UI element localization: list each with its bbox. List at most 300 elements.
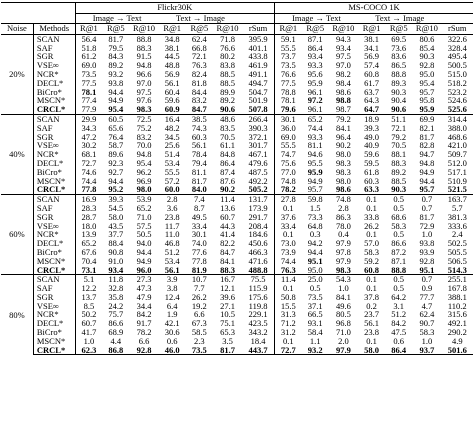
metric-value: 0.1 <box>366 203 377 213</box>
metric-value: 97.9 <box>335 239 351 248</box>
metric-value: 95.4 <box>419 78 435 88</box>
metric-value: 78.1 <box>275 96 302 105</box>
table-row <box>1 302 473 311</box>
metric-value: 83.8 <box>220 61 235 70</box>
table-row <box>1 346 473 355</box>
metric-value: 25.6 <box>164 141 180 151</box>
metric-value: 58.3 <box>391 221 407 231</box>
metric-value: 49.0 <box>364 132 380 142</box>
metric-value: 94.9 <box>419 167 435 177</box>
noise-level: 60% <box>1 195 33 275</box>
metric-value: 41.7 <box>75 328 102 337</box>
metric-value: 86.8 <box>102 346 129 355</box>
metric-value: 98.6 <box>335 87 351 97</box>
metric-value: 60.3 <box>364 176 380 186</box>
metric-value: 78.2 <box>136 328 152 337</box>
metric-value: 68.9 <box>108 328 124 337</box>
metric-value: 167.8 <box>447 284 467 293</box>
metric-value: 33.4 <box>275 222 302 231</box>
metric-value: 61.8 <box>364 167 380 177</box>
metric-value: 49.6 <box>335 301 351 311</box>
metric-value: 388.0 <box>447 123 467 133</box>
metric-value: 0.1 <box>275 230 302 239</box>
metric-header: R@1 <box>358 24 385 35</box>
metric-value: 1.0 <box>75 337 102 346</box>
metric-value: 19.2 <box>191 301 207 311</box>
metric-value: 11.8 <box>102 275 129 284</box>
metric-value: 95.4 <box>136 158 152 168</box>
method-name: BiCro* <box>33 248 75 257</box>
metric-value: 98.0 <box>335 150 351 159</box>
metric-header: R@5 <box>102 24 129 35</box>
metric-value: 381.3 <box>447 212 467 222</box>
table-row <box>1 266 473 275</box>
metric-value: 471.6 <box>248 256 268 266</box>
metric-value: 30.2 <box>75 141 102 150</box>
metric-value: 92.8 <box>419 256 435 266</box>
metric-value: 87.4 <box>220 167 235 177</box>
metric-value: 81.7 <box>419 212 435 222</box>
metric-value: 65.6 <box>108 123 124 133</box>
metric-value: 53.4 <box>164 256 180 266</box>
metric-value: 37.6 <box>275 213 302 222</box>
methods-header: Methods <box>33 24 75 35</box>
table-row <box>1 248 473 257</box>
metric-value: 86.6 <box>108 319 124 329</box>
metric-value: 521.5 <box>447 185 467 195</box>
metric-value: 58.0 <box>108 212 124 222</box>
metric-value: 60.9 <box>164 105 180 115</box>
metric-value: 77.5 <box>75 79 102 88</box>
metric-value: 79.2 <box>391 132 407 142</box>
table-row <box>1 319 473 328</box>
metric-value: 0.5 <box>309 284 321 293</box>
metric-value: 502.5 <box>447 239 467 248</box>
metric-value: 461.9 <box>248 61 268 70</box>
metric-value: 77.5 <box>275 79 302 88</box>
metric-value: 98.3 <box>136 105 152 115</box>
metric-value: 37.1 <box>307 301 323 311</box>
metric-value: 69.0 <box>75 61 102 70</box>
metric-value: 83.2 <box>136 132 152 142</box>
metric-value: 84.7 <box>191 105 207 115</box>
metric-value: 84.7 <box>220 247 235 257</box>
metric-value: 8.7 <box>194 203 205 213</box>
metric-value: 55.5 <box>275 141 302 150</box>
metric-value: 91.7 <box>136 319 152 329</box>
metric-value: 79.5 <box>108 43 124 53</box>
metric-value: 63.3 <box>364 185 380 195</box>
metric-value: 71.2 <box>275 319 302 328</box>
metric-value: 18.0 <box>75 222 102 231</box>
metric-value: 94.7 <box>419 150 435 159</box>
table-row <box>1 195 473 204</box>
metric-value: 92.8 <box>129 346 158 355</box>
method-name: DECL* <box>33 159 75 168</box>
metric-value: 84.4 <box>191 87 207 97</box>
noise-level: 20% <box>1 34 33 114</box>
method-name: SGR <box>33 133 75 142</box>
metric-value: 77.6 <box>191 247 207 257</box>
metric-value: 59.5 <box>364 158 380 168</box>
metric-value: 3.1 <box>393 301 405 311</box>
table-row <box>1 275 473 284</box>
method-name: VSE∞ <box>33 61 75 70</box>
metric-value: 90.2 <box>335 141 351 151</box>
metric-value: 51.2 <box>391 310 407 320</box>
method-name: DECL* <box>33 239 75 248</box>
metric-value: 495.4 <box>447 52 467 62</box>
method-name: NCR* <box>33 230 75 239</box>
metric-value: 88.3 <box>220 265 235 275</box>
metric-value: 74.7 <box>275 150 302 159</box>
metric-value: 390.3 <box>248 123 268 133</box>
metric-value: 58.3 <box>419 328 435 337</box>
metric-value: 505.5 <box>447 247 467 257</box>
metric-value: 501.9 <box>248 96 268 106</box>
metric-value: 64.8 <box>307 221 323 231</box>
metric-value: 88.1 <box>391 150 407 159</box>
metric-header: rSum <box>242 24 274 35</box>
metric-value: 487.5 <box>248 167 268 177</box>
method-name: DECL* <box>33 319 75 328</box>
metric-value: 5.1 <box>75 275 102 284</box>
metric-value: 34.1 <box>364 43 380 53</box>
table-row <box>1 52 473 61</box>
metric-value: 57.2 <box>164 176 180 186</box>
metric-value: 50.2 <box>75 310 102 319</box>
metric-value: 1.9 <box>166 310 178 320</box>
metric-value: 255.1 <box>442 275 473 284</box>
metric-value: 73.3 <box>307 212 323 222</box>
metric-value: 0.6 <box>393 336 405 346</box>
metric-value: 75.1 <box>220 319 235 329</box>
metric-value: 61.7 <box>364 78 380 88</box>
metric-value: 0.2 <box>366 301 377 311</box>
metric-value: 87.6 <box>220 176 235 186</box>
metric-value: 58.5 <box>191 328 207 337</box>
metric-value: 208.4 <box>248 221 268 231</box>
metric-value: 90.8 <box>108 247 124 257</box>
metric-value: 95.9 <box>307 167 323 177</box>
metric-value: 86.4 <box>220 158 235 168</box>
metric-value: 479.6 <box>248 158 268 168</box>
metric-value: 36.0 <box>275 124 302 133</box>
metric-value: 27.3 <box>129 275 158 284</box>
metric-header: R@10 <box>412 24 441 35</box>
method-name: VSE∞ <box>33 141 75 150</box>
metric-value: 44.5 <box>164 52 180 62</box>
metric-value: 95.7 <box>419 185 435 195</box>
metric-header: R@10 <box>213 24 242 35</box>
metric-value: 84.1 <box>335 123 351 133</box>
metric-value: 28.3 <box>75 204 102 213</box>
table-row <box>1 310 473 319</box>
metric-value: 67.6 <box>75 248 102 257</box>
metric-value: 58.4 <box>307 328 323 337</box>
metric-value: 98.4 <box>335 78 351 88</box>
metric-value: 63.7 <box>364 87 380 97</box>
metric-value: 79.4 <box>191 158 207 168</box>
metric-value: 69.0 <box>275 133 302 142</box>
metric-value: 31.3 <box>275 310 302 319</box>
metric-value: 59.8 <box>302 195 329 204</box>
metric-value: 10.7 <box>186 275 213 284</box>
direction-text-to-image: Text → Image <box>159 13 243 24</box>
metric-value: 84.1 <box>335 292 351 302</box>
metric-value: 47.2 <box>75 133 102 142</box>
method-name: DECL* <box>33 79 75 88</box>
method-name: SCAN <box>33 34 75 43</box>
metric-value: 91.0 <box>108 256 124 266</box>
metric-value: 44.3 <box>220 221 235 231</box>
metric-value: 76.3 <box>275 266 302 275</box>
metric-value: 96.8 <box>335 319 351 329</box>
metric-value: 84.2 <box>391 319 407 329</box>
metric-value: 95.0 <box>307 265 323 275</box>
metric-value: 18.9 <box>358 114 385 123</box>
metric-value: 84.0 <box>191 185 207 195</box>
metric-value: 47.5 <box>391 328 407 337</box>
metric-value: 72.9 <box>419 221 435 231</box>
metric-value: 64.3 <box>364 96 380 106</box>
metric-value: 34.5 <box>164 132 180 142</box>
metric-value: 94.8 <box>136 61 152 70</box>
direction-header-row <box>1 13 473 24</box>
metric-value: 95.1 <box>307 256 323 266</box>
metric-value: 23.7 <box>364 310 380 320</box>
metric-value: 314.4 <box>442 114 473 123</box>
method-name: MSCN* <box>33 96 75 105</box>
metric-value: 90.6 <box>220 105 235 115</box>
metric-value: 75.5 <box>242 275 274 284</box>
metric-value: 72.7 <box>275 346 302 355</box>
metric-value: 110.2 <box>447 301 467 311</box>
metric-value: 2.0 <box>338 336 349 346</box>
metric-value: 68.6 <box>391 212 407 222</box>
metric-value: 395.9 <box>242 34 274 43</box>
table-row <box>1 79 473 88</box>
table-row <box>1 34 473 43</box>
metric-value: 24.2 <box>108 301 124 311</box>
metric-value: 90.2 <box>220 185 235 195</box>
metric-value: 94.2 <box>307 239 323 248</box>
metric-value: 77.8 <box>191 256 207 266</box>
metric-value: 95.7 <box>307 185 323 195</box>
table-row <box>1 213 473 222</box>
metric-value: 71.0 <box>335 328 351 337</box>
metric-value: 80.5 <box>335 310 351 320</box>
metric-value: 97.2 <box>307 96 323 106</box>
metric-value: 98.0 <box>335 176 351 186</box>
metric-value: 500.5 <box>447 61 467 70</box>
metric-value: 72.1 <box>191 52 207 62</box>
metric-value: 92.3 <box>108 158 124 168</box>
metric-value: 39.3 <box>102 195 129 204</box>
metric-value: 0.1 <box>275 337 302 346</box>
metric-value: 77.4 <box>75 96 102 105</box>
metric-value: 0.5 <box>385 195 412 204</box>
metric-value: 74.3 <box>191 123 207 133</box>
metric-value: 492.1 <box>447 319 467 329</box>
metric-value: 81.7 <box>102 34 129 43</box>
metric-value: 0.5 <box>393 284 405 293</box>
metric-value: 56.4 <box>75 34 102 43</box>
metric-header: R@5 <box>385 24 412 35</box>
method-name: SAF <box>33 44 75 53</box>
metric-value: 65.2 <box>75 239 102 248</box>
metric-value: 25.0 <box>302 275 329 284</box>
metric-value: 72.7 <box>75 159 102 168</box>
metric-value: 60.3 <box>191 132 207 142</box>
metric-value: 96.1 <box>307 105 323 115</box>
metric-value: 29.9 <box>75 114 102 123</box>
metric-value: 73.0 <box>275 239 302 248</box>
metric-value: 65.2 <box>302 114 329 123</box>
metric-value: 4.9 <box>451 336 463 346</box>
metric-value: 18.4 <box>250 336 266 346</box>
metric-value: 488.8 <box>248 265 268 275</box>
metric-value: 423.5 <box>248 319 268 329</box>
metric-value: 1.0 <box>421 230 433 240</box>
metric-value: 505.2 <box>248 185 268 195</box>
metric-value: 95.9 <box>419 105 435 115</box>
metric-value: 43.5 <box>108 221 124 231</box>
metric-value: 48.6 <box>213 114 242 123</box>
metric-value: 81.9 <box>191 265 207 275</box>
metric-value: 443.7 <box>242 346 274 355</box>
metric-value: 60.7 <box>75 319 102 328</box>
metric-value: 8.5 <box>75 302 102 311</box>
metric-value: 68.1 <box>75 150 102 159</box>
metric-value: 37.7 <box>108 230 124 240</box>
method-name: SGR <box>33 293 75 302</box>
metric-value: 51.2 <box>164 247 180 257</box>
metric-value: 81.7 <box>419 132 435 142</box>
metric-value: 82.8 <box>419 141 435 151</box>
metric-value: 23.8 <box>364 328 380 337</box>
metric-value: 88.8 <box>129 34 158 43</box>
metric-value: 16.4 <box>159 114 186 123</box>
metric-value: 328.4 <box>447 43 467 53</box>
metric-value: 94.4 <box>108 87 124 97</box>
metric-value: 401.1 <box>248 43 268 53</box>
metric-value: 60.4 <box>164 87 180 97</box>
noise-level: 40% <box>1 114 33 194</box>
metric-value: 173.9 <box>248 203 268 213</box>
metric-value: 93.2 <box>108 69 124 79</box>
metric-value: 13.9 <box>75 230 102 239</box>
metric-value: 11.4 <box>275 275 302 284</box>
metric-header: R@5 <box>302 24 329 35</box>
metric-value: 46.0 <box>159 346 186 355</box>
metric-value: 56.1 <box>164 78 180 88</box>
method-name: CRCL* <box>33 185 75 194</box>
metric-value: 55.5 <box>275 44 302 53</box>
metric-value: 301.7 <box>248 141 268 151</box>
metric-value: 506.5 <box>447 256 467 266</box>
metric-value: 32.8 <box>108 284 124 293</box>
method-name: SAF <box>33 204 75 213</box>
metric-value: 1.0 <box>338 284 349 293</box>
metric-value: 56.9 <box>364 52 380 62</box>
metric-value: 515.0 <box>447 69 467 79</box>
metric-value: 86.6 <box>391 239 407 248</box>
metric-value: 94.4 <box>307 247 323 257</box>
metric-value: 71.0 <box>136 212 152 222</box>
table-row <box>1 114 473 123</box>
metric-value: 266.4 <box>242 114 274 123</box>
metric-value: 4.4 <box>110 336 122 346</box>
metric-value: 74.6 <box>75 168 102 177</box>
metric-value: 93.8 <box>419 239 435 248</box>
table-row <box>1 44 473 53</box>
metric-value: 38.1 <box>358 34 385 43</box>
metric-value: 95.6 <box>307 69 323 79</box>
direction-text-to-image: Text → Image <box>358 13 442 24</box>
metric-header: R@1 <box>159 24 186 35</box>
metric-value: 98.3 <box>335 158 351 168</box>
metric-value: 1.0 <box>421 336 433 346</box>
metric-value: 83.6 <box>391 52 407 62</box>
metric-value: 60.8 <box>364 69 380 79</box>
metric-value: 57.4 <box>364 61 380 70</box>
metric-value: 33.8 <box>364 212 380 222</box>
metric-value: 86.3 <box>335 212 351 222</box>
method-name: VSE∞ <box>33 302 75 311</box>
metric-value: 64.7 <box>364 105 380 115</box>
metric-value: 95.7 <box>419 87 435 97</box>
table-row <box>1 293 473 302</box>
metric-value: 34.3 <box>75 124 102 133</box>
metric-value: 97.0 <box>335 61 351 70</box>
metric-value: 97.9 <box>329 346 358 355</box>
metric-value: 98.3 <box>335 265 351 275</box>
metric-value: 94.4 <box>419 176 435 186</box>
metric-value: 74.4 <box>75 177 102 186</box>
metric-value: 82.2 <box>220 239 235 248</box>
metric-value: 75.2 <box>136 123 152 133</box>
metric-value: 119.8 <box>248 301 268 311</box>
metric-value: 97.0 <box>136 78 152 88</box>
metric-value: 0.9 <box>421 284 433 293</box>
metric-value: 90.6 <box>391 105 407 115</box>
metric-value: 98.7 <box>335 105 351 115</box>
metric-value: 30.1 <box>275 114 302 123</box>
metric-value: 75.7 <box>108 310 124 320</box>
metric-value: 94.0 <box>136 239 152 248</box>
metric-value: 34.8 <box>159 34 186 43</box>
metric-value: 88.3 <box>391 158 407 168</box>
metric-value: 12.4 <box>164 292 180 302</box>
metric-value: 74.4 <box>307 123 323 133</box>
metric-value: 131.7 <box>242 195 274 204</box>
method-name: BiCro* <box>33 168 75 177</box>
metric-value: 60.0 <box>164 185 180 195</box>
metric-value: 96.1 <box>307 87 323 97</box>
metric-value: 71.8 <box>213 34 242 43</box>
metric-value: 27.8 <box>275 195 302 204</box>
metric-value: 74.4 <box>275 257 302 266</box>
method-name: MSCN* <box>33 177 75 186</box>
metric-value: 0.7 <box>421 203 433 213</box>
metric-value: 494.7 <box>248 78 268 88</box>
table-body <box>1 34 473 355</box>
metric-value: 509.7 <box>447 150 467 159</box>
metric-value: 90.3 <box>391 87 407 97</box>
method-name: NCR* <box>33 70 75 79</box>
metric-value: 79.6 <box>275 105 302 114</box>
